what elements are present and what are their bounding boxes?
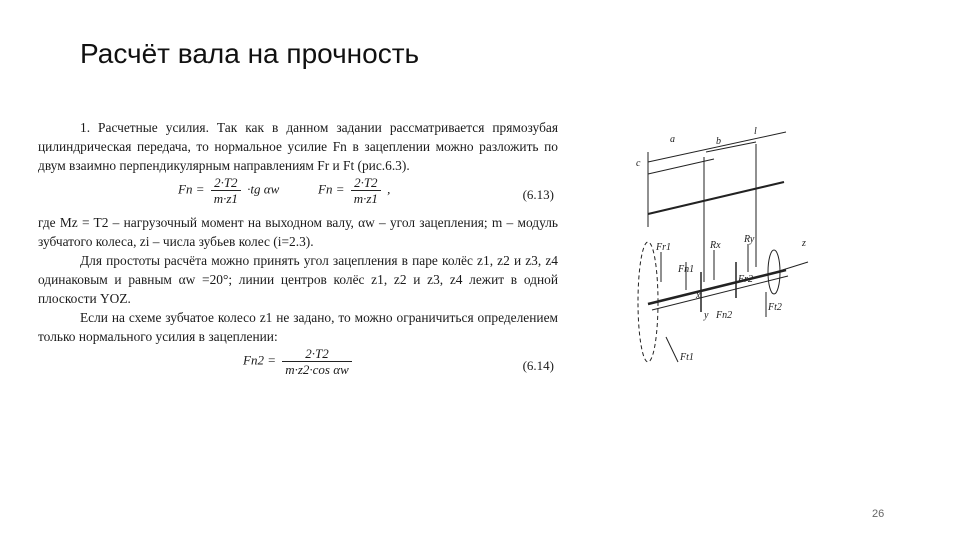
figure-label: b bbox=[716, 136, 721, 147]
fraction-denominator: m·z1 bbox=[353, 191, 378, 206]
slide-title: Расчёт вала на прочность bbox=[80, 38, 420, 69]
paragraph-angle-assumption: Для простоты расчёта можно принять угол зацепления в паре колёс z1, z2 и z3, z4 одинаковым и равным αw =20°; линии центров колёс z1, z2 и z3, z4 лежит в одной плоскости YOZ. bbox=[38, 253, 558, 306]
formula-tail: ·tg αw bbox=[247, 181, 280, 197]
figure-label: Rx bbox=[710, 240, 721, 251]
fraction bbox=[282, 346, 352, 377]
figure-label: Fn2 bbox=[716, 310, 733, 321]
paragraph-definitions: где Mz = T2 – нагрузочный момент на выходном валу, αw – угол зацепления; m – модуль зубчатого колеса, zi – числа зубьев колес (i=2.3). bbox=[38, 215, 558, 249]
figure-label: Fr2 bbox=[738, 274, 753, 285]
formula-tail: , bbox=[387, 181, 391, 197]
formula-lhs: Fn = bbox=[178, 181, 205, 197]
shaft-force-diagram bbox=[626, 122, 816, 377]
lower-shaft bbox=[648, 270, 786, 304]
figure-label: Ft2 bbox=[768, 302, 782, 313]
figure-label: Fn1 bbox=[678, 264, 695, 275]
scanned-text-block bbox=[38, 118, 558, 438]
page-number: 26 bbox=[872, 508, 885, 520]
formula-fn-tg bbox=[178, 175, 279, 206]
formula-lhs: Fn = bbox=[318, 181, 345, 197]
equation-number: (6.13) bbox=[522, 187, 554, 202]
fraction-numerator: 2·T2 bbox=[282, 346, 352, 362]
equation-number: (6.14) bbox=[522, 358, 554, 373]
figure-label: Fr1 bbox=[656, 242, 671, 253]
formula-row-6-14 bbox=[38, 346, 558, 384]
formula-fn2 bbox=[243, 346, 355, 377]
paragraph-forces: 1. Расчетные усилия. Так как в данном задании рассматривается прямозубая цилиндрическая передача, то нормальное усилие Fn в зацеплении можно разложить по двум взаимно перпендикулярным направлениям Fr и Ft (рис.6.3). bbox=[38, 120, 558, 173]
shaft-diagram-svg bbox=[626, 122, 816, 372]
fraction-numerator: 2·T2 bbox=[211, 175, 241, 191]
formula-row-6-13 bbox=[38, 175, 558, 213]
upper-shaft bbox=[648, 182, 784, 214]
figure-label: c bbox=[636, 158, 641, 169]
figure-label: Ft1 bbox=[680, 352, 694, 363]
fraction-denominator: m·z2·cos αw bbox=[285, 362, 349, 377]
paragraph-normal-force: Если на схеме зубчатое колесо z1 не задано, то можно ограничиться определением только нормального усилия в зацеплении: bbox=[38, 310, 558, 344]
formula-fn bbox=[318, 175, 390, 206]
fraction bbox=[211, 175, 241, 206]
fraction bbox=[351, 175, 381, 206]
figure-label: y bbox=[704, 310, 709, 321]
fraction-numerator: 2·T2 bbox=[351, 175, 381, 191]
figure-label: Ry bbox=[744, 234, 755, 245]
figure-label: l bbox=[754, 126, 757, 137]
formula-lhs: Fn2 = bbox=[243, 352, 276, 368]
force-arrow-ft1 bbox=[666, 337, 678, 362]
z-axis bbox=[776, 262, 808, 272]
figure-label: z bbox=[802, 238, 806, 249]
figure-label: a bbox=[670, 134, 675, 145]
fraction-denominator: m·z1 bbox=[213, 191, 238, 206]
figure-label: x bbox=[696, 290, 701, 301]
